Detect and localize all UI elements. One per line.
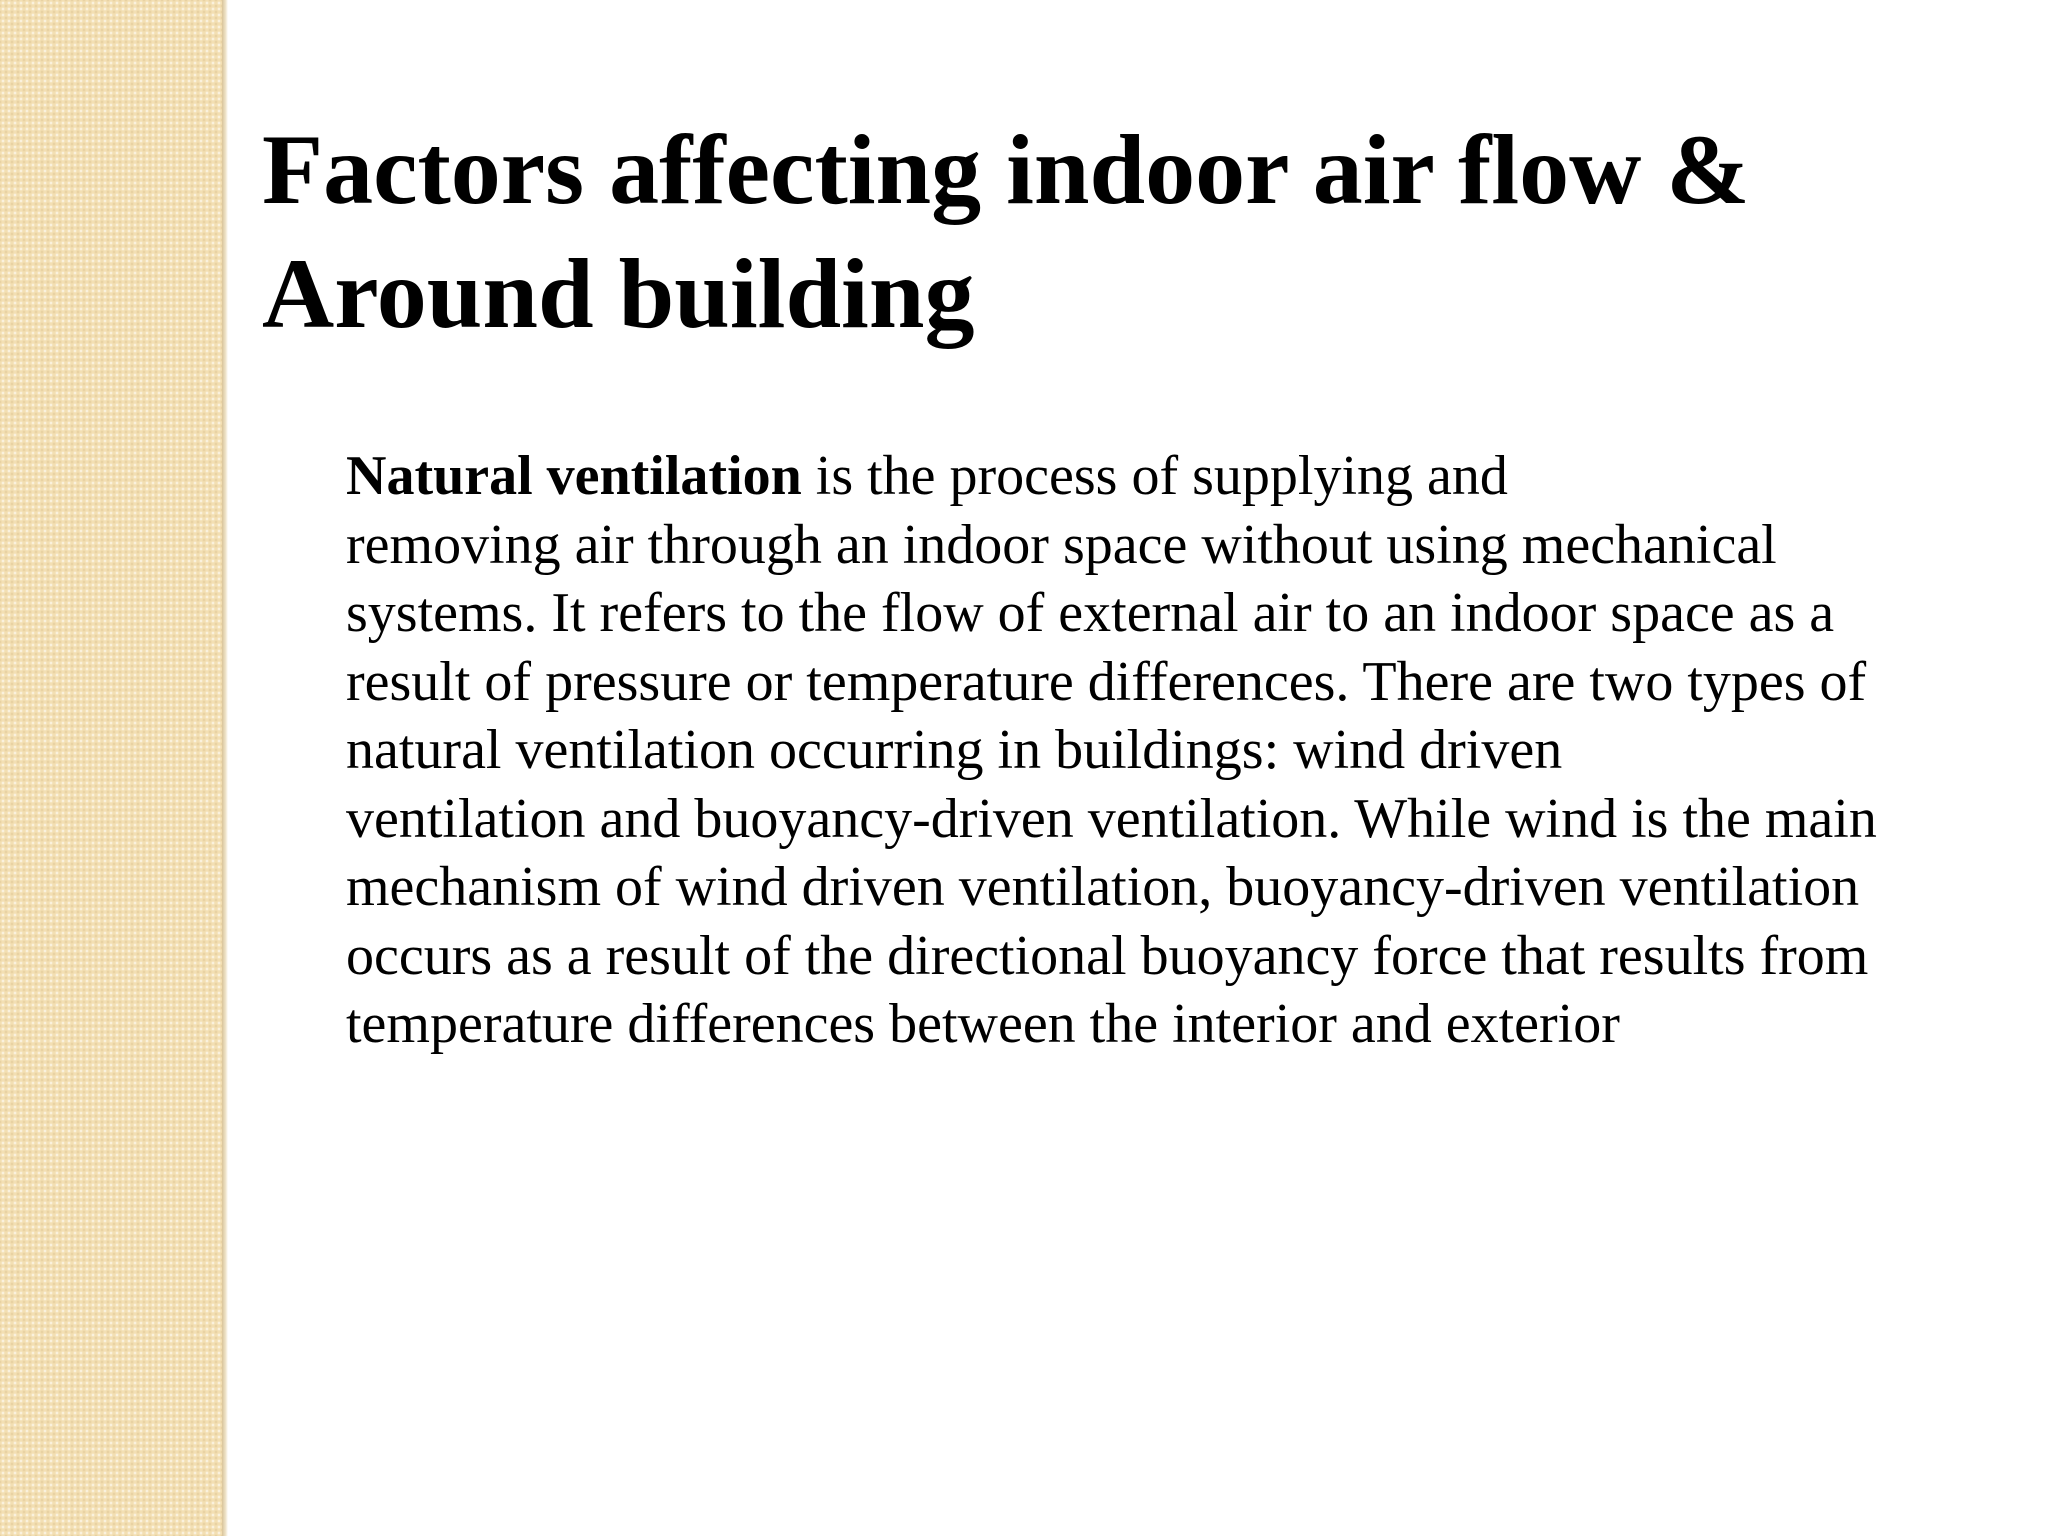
slide-title-line-1: Factors affecting indoor air flow & — [262, 114, 1750, 225]
body-line-6: ventilation and buoyancy-driven ventilation. While wind is the main — [346, 787, 1877, 850]
body-line-1 — [346, 442, 1926, 511]
decorative-side-band — [0, 0, 222, 1536]
body-line-3: systems. It refers to the flow of external air to an indoor space as a — [346, 582, 1835, 644]
slide-title-line-2: Around building — [262, 238, 975, 349]
body-line-4: result of pressure or temperature differences. There are two types of — [346, 650, 1867, 713]
side-band-edge — [222, 0, 228, 1536]
body-line-7: mechanism of wind driven ventilation, buoyancy-driven ventilation — [346, 856, 1860, 918]
body-line-9: temperature differences between the interior and exterior — [346, 993, 1620, 1055]
body-term-natural-ventilation: Natural ventilation — [346, 445, 802, 507]
body-line-5: natural ventilation occurring in buildings: wind driven — [346, 719, 1563, 781]
slide-title — [262, 108, 1962, 356]
body-line-2: removing air through an indoor space without using mechanical — [346, 513, 1777, 576]
body-line-1-text: is the process of supplying and — [801, 445, 1508, 507]
slide-body-paragraph — [346, 442, 1926, 1059]
body-line-8: occurs as a result of the directional buoyancy force that results from — [346, 924, 1869, 987]
